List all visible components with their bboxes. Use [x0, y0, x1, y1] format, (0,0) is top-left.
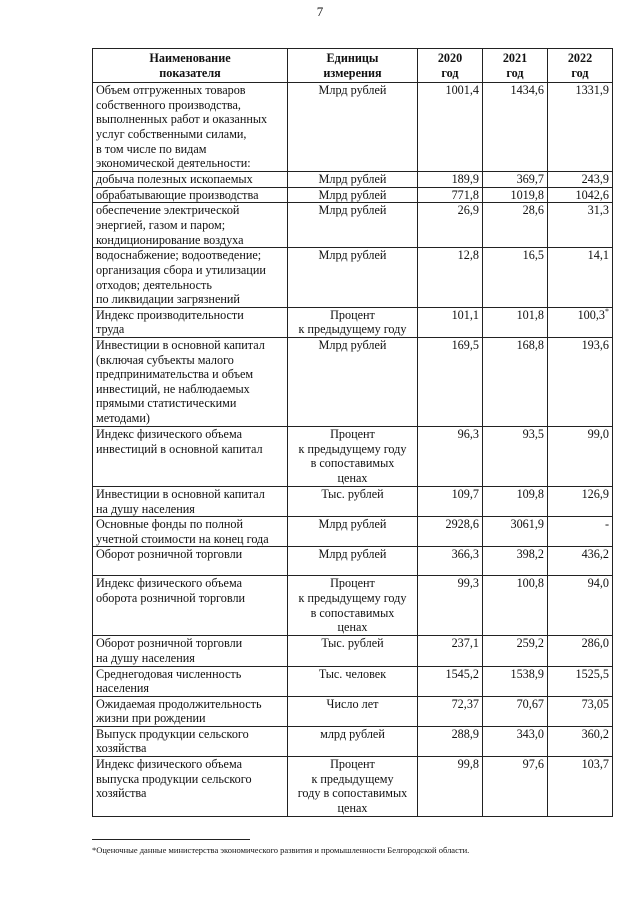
value-2022-text: 1525,5 [575, 666, 609, 681]
value-2020-cell [418, 172, 483, 188]
unit-text: Процент к предыдущему году [298, 307, 407, 337]
value-2021-text: 93,5 [522, 426, 544, 441]
header-indicator-name: Наименование показателя [93, 49, 288, 83]
unit-cell [288, 307, 418, 337]
value-2022-text: 126,9 [581, 486, 609, 501]
value-2021-cell [483, 83, 548, 172]
value-2022-text: 94,0 [587, 576, 609, 591]
unit-cell [288, 757, 418, 817]
value-2022-cell [548, 172, 613, 188]
table-row [93, 517, 613, 547]
value-2021-text: 168,8 [516, 337, 544, 352]
unit-cell [288, 426, 418, 486]
value-2022-text: 1042,6 [575, 187, 609, 202]
indicator-name-text: Инвестиции в основной капитал на душу населения [96, 486, 265, 516]
value-2022-text: 360,2 [581, 726, 609, 741]
indicator-name-text: Ожидаемая продолжительность жизни при рождении [96, 696, 262, 726]
indicator-name-cell [93, 547, 288, 576]
header-year-2021: 2021 год [483, 49, 548, 83]
indicator-name-text: Оборот розничной торговли [96, 547, 243, 562]
header-year-2020: 2020 год [418, 49, 483, 83]
indicator-name-cell [93, 426, 288, 486]
unit-cell [288, 83, 418, 172]
value-2020-cell [418, 576, 483, 636]
value-2022-cell [548, 576, 613, 636]
indicator-name-text: добыча полезных ископаемых [96, 172, 253, 187]
unit-text: млрд рублей [320, 726, 385, 741]
value-2022-cell [548, 757, 613, 817]
value-2021-text: 70,67 [516, 696, 544, 711]
value-2022-cell [548, 307, 613, 337]
value-2021-text: 398,2 [516, 547, 544, 562]
value-2020-cell [418, 547, 483, 576]
value-2021-cell [483, 486, 548, 516]
value-2021-text: 101,8 [516, 307, 544, 322]
unit-cell [288, 636, 418, 666]
value-2022-cell [548, 696, 613, 726]
value-2020-cell [418, 517, 483, 547]
unit-cell [288, 187, 418, 203]
value-2022-cell [548, 517, 613, 547]
indicator-name-text: Инвестиции в основной капитал (включая субъекты малого предпринимательства и объем инвестиций, не наблюдаемых прямыми статистическими методами) [96, 337, 265, 425]
indicator-name-text: Индекс физического объема оборота розничной торговли [96, 576, 246, 605]
value-2021-cell [483, 307, 548, 337]
value-2021-text: 16,5 [522, 248, 544, 263]
value-2022-cell [548, 187, 613, 203]
table-row [93, 696, 613, 726]
value-2021-text: 259,2 [516, 636, 544, 651]
value-2022-cell [548, 83, 613, 172]
table-row [93, 307, 613, 337]
table-row [93, 203, 613, 248]
value-2020-cell [418, 426, 483, 486]
indicator-name-cell [93, 486, 288, 516]
value-2022-text: 243,9 [581, 172, 609, 187]
footnote: *Оценочные данные министерства экономического развития и промышленности Белгородской области. [92, 845, 470, 855]
unit-cell [288, 337, 418, 426]
unit-text: Млрд рублей [318, 187, 387, 202]
unit-text: Млрд рублей [318, 337, 387, 352]
indicator-name-cell [93, 203, 288, 248]
value-2021-cell [483, 696, 548, 726]
value-2022-text: - [604, 517, 609, 532]
value-2021-text: 100,8 [516, 576, 544, 591]
unit-cell [288, 726, 418, 756]
value-2020-text: 99,8 [457, 757, 479, 772]
value-2022-text: 14,1 [587, 248, 609, 263]
value-2021-text: 1538,9 [510, 666, 544, 681]
unit-text: Млрд рублей [318, 517, 387, 532]
value-2022-text: 436,2 [581, 547, 609, 562]
indicator-name-text: Индекс физического объема выпуска продукции сельского хозяйства [96, 757, 252, 801]
value-2021-cell [483, 203, 548, 248]
table-row [93, 172, 613, 188]
indicator-name-cell [93, 696, 288, 726]
value-2020-cell [418, 486, 483, 516]
table-row [93, 486, 613, 516]
unit-text: Млрд рублей [318, 83, 387, 98]
value-2021-cell [483, 187, 548, 203]
value-2022-cell [548, 337, 613, 426]
value-2020-cell [418, 666, 483, 696]
page-number: 7 [316, 4, 324, 19]
value-2020-cell [418, 696, 483, 726]
indicator-name-cell [93, 576, 288, 636]
indicator-name-cell [93, 517, 288, 547]
value-2021-text: 28,6 [522, 203, 544, 218]
value-2020-text: 26,9 [457, 203, 479, 218]
indicator-name-text: Индекс производительности труда [96, 307, 244, 337]
footnote-divider [92, 839, 250, 840]
unit-text: Процент к предыдущему году в сопоставимых ценах [298, 576, 407, 635]
indicator-name-text: Объем отгруженных товаров собственного производства, выполненных работ и оказанных услуг собственными силами, в том числе по видам экономической деятельности: [96, 83, 268, 171]
table-row [93, 187, 613, 203]
indicators-table [92, 48, 613, 817]
value-2022-text: 193,6 [581, 337, 609, 352]
table-header-row [93, 49, 613, 83]
value-2020-text: 96,3 [457, 426, 479, 441]
unit-text: Млрд рублей [318, 547, 387, 562]
value-2022-text: 99,0 [587, 426, 609, 441]
value-2020-cell [418, 83, 483, 172]
value-2020-text: 366,3 [451, 547, 479, 562]
value-2020-cell [418, 757, 483, 817]
unit-cell [288, 486, 418, 516]
value-2021-cell [483, 426, 548, 486]
footnote-marker: * [605, 306, 609, 316]
value-2022-cell [548, 547, 613, 576]
indicator-name-cell [93, 172, 288, 188]
table-row [93, 666, 613, 696]
value-2021-cell [483, 337, 548, 426]
value-2021-text: 1434,6 [510, 83, 544, 98]
indicator-name-cell [93, 337, 288, 426]
value-2022-text: 31,3 [587, 203, 609, 218]
value-2022-text: 103,7 [581, 757, 609, 772]
unit-text: Млрд рублей [318, 172, 387, 187]
unit-text: Млрд рублей [318, 248, 387, 263]
value-2020-cell [418, 248, 483, 307]
value-2021-text: 343,0 [516, 726, 544, 741]
value-2022-cell [548, 726, 613, 756]
value-2020-text: 771,8 [451, 187, 479, 202]
value-2020-text: 1545,2 [445, 666, 479, 681]
table-row [93, 337, 613, 426]
indicator-name-text: обрабатывающие производства [96, 187, 259, 202]
value-2021-cell [483, 726, 548, 756]
unit-cell [288, 666, 418, 696]
value-2020-cell [418, 307, 483, 337]
value-2021-text: 369,7 [516, 172, 544, 187]
value-2020-text: 2928,6 [445, 517, 479, 532]
value-2021-text: 109,8 [516, 486, 544, 501]
value-2020-cell [418, 337, 483, 426]
value-2020-cell [418, 726, 483, 756]
value-2022-text: 286,0 [581, 636, 609, 651]
indicator-name-cell [93, 636, 288, 666]
unit-text: Число лет [326, 696, 379, 711]
value-2021-cell [483, 172, 548, 188]
value-2020-text: 189,9 [451, 172, 479, 187]
indicator-name-text: Индекс физического объема инвестиций в основной капитал [96, 426, 263, 456]
table-row [93, 576, 613, 636]
unit-cell [288, 576, 418, 636]
unit-cell [288, 172, 418, 188]
value-2020-text: 237,1 [451, 636, 479, 651]
value-2020-text: 169,5 [451, 337, 479, 352]
value-2021-cell [483, 576, 548, 636]
value-2020-cell [418, 187, 483, 203]
indicator-name-cell [93, 187, 288, 203]
value-2021-text: 3061,9 [510, 517, 544, 532]
header-year-2022: 2022 год [548, 49, 613, 83]
value-2020-text: 72,37 [451, 696, 479, 711]
value-2021-cell [483, 517, 548, 547]
indicator-name-cell [93, 757, 288, 817]
table-body [93, 83, 613, 817]
value-2021-cell [483, 666, 548, 696]
value-2022-cell [548, 426, 613, 486]
unit-text: Процент к предыдущему году в сопоставимых ценах [297, 757, 408, 815]
header-unit: Единицы измерения [288, 49, 418, 83]
value-2021-cell [483, 248, 548, 307]
unit-text: Тыс. человек [318, 666, 387, 681]
table-row [93, 83, 613, 172]
value-2021-cell [483, 636, 548, 666]
value-2021-cell [483, 547, 548, 576]
value-2020-text: 101,1 [451, 307, 479, 322]
value-2022-text: 1331,9 [575, 83, 609, 98]
value-2020-text: 99,3 [457, 576, 479, 591]
indicator-name-text: Выпуск продукции сельского хозяйства [96, 726, 249, 756]
value-2022-text: 100,3 [577, 307, 605, 322]
value-2020-text: 109,7 [451, 486, 479, 501]
value-2020-text: 1001,4 [445, 83, 479, 98]
indicator-name-cell [93, 726, 288, 756]
indicator-name-text: Основные фонды по полной учетной стоимости на конец года [96, 517, 269, 546]
indicator-name-text: Среднегодовая численность населения [96, 666, 242, 696]
value-2020-cell [418, 636, 483, 666]
indicator-name-text: водоснабжение; водоотведение; организация сбора и утилизации отходов; деятельность по ликвидации загрязнений [96, 248, 266, 307]
indicator-name-text: Оборот розничной торговли на душу населения [96, 636, 243, 665]
indicator-name-cell [93, 307, 288, 337]
indicator-name-text: обеспечение электрической энергией, газом и паром; кондиционирование воздуха [96, 203, 244, 247]
value-2022-text: 73,05 [581, 696, 609, 711]
value-2022-cell [548, 636, 613, 666]
value-2021-text: 97,6 [522, 757, 544, 772]
value-2021-text: 1019,8 [510, 187, 544, 202]
table-row [93, 426, 613, 486]
value-2020-text: 288,9 [451, 726, 479, 741]
value-2022-cell [548, 486, 613, 516]
unit-text: Млрд рублей [318, 203, 387, 218]
value-2022-cell [548, 666, 613, 696]
table-row [93, 757, 613, 817]
table-row [93, 248, 613, 307]
unit-cell [288, 517, 418, 547]
unit-cell [288, 547, 418, 576]
unit-cell [288, 696, 418, 726]
value-2020-text: 12,8 [457, 248, 479, 263]
value-2020-cell [418, 203, 483, 248]
table-row [93, 547, 613, 576]
value-2021-cell [483, 757, 548, 817]
value-2022-cell [548, 203, 613, 248]
table-row [93, 636, 613, 666]
unit-text: Процент к предыдущему году в сопоставимых ценах [298, 426, 407, 485]
unit-cell [288, 248, 418, 307]
value-2022-cell [548, 248, 613, 307]
table-row [93, 726, 613, 756]
indicator-name-cell [93, 83, 288, 172]
indicator-name-cell [93, 666, 288, 696]
unit-text: Тыс. рублей [321, 486, 384, 501]
unit-text: Тыс. рублей [321, 636, 384, 651]
unit-cell [288, 203, 418, 248]
indicator-name-cell [93, 248, 288, 307]
